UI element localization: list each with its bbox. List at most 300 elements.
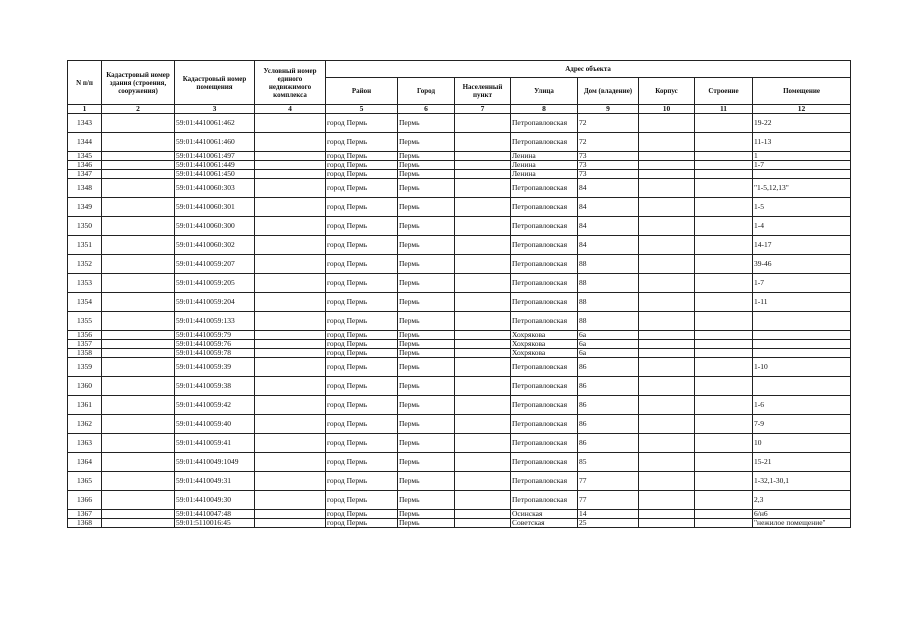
cell-korpus [639, 274, 695, 293]
cell-cadastral-room: 59:01:4410059:204 [175, 293, 255, 312]
cell-locality [455, 133, 511, 152]
cell-street: Петропавловская [511, 491, 578, 510]
col-number: 11 [695, 105, 753, 114]
cell-cadastral-room: 59:01:4410059:38 [175, 377, 255, 396]
cell-conditional-number [255, 415, 326, 434]
cell-row-number: 1352 [68, 255, 102, 274]
cell-house: 88 [578, 274, 639, 293]
cell-house: 6а [578, 331, 639, 340]
cell-building [695, 217, 753, 236]
cell-locality [455, 293, 511, 312]
cell-street: Осинская [511, 510, 578, 519]
cell-house: 88 [578, 255, 639, 274]
cell-cadastral-room: 59:01:4410059:40 [175, 415, 255, 434]
cell-house: 86 [578, 434, 639, 453]
cell-building [695, 415, 753, 434]
cell-room: "нежилое помещение" [753, 519, 851, 528]
cell-room: 11-13 [753, 133, 851, 152]
cell-row-number: 1362 [68, 415, 102, 434]
cell-city: Пермь [398, 358, 455, 377]
cell-room: 1 [753, 152, 851, 161]
cell-cadastral-room: 59:01:4410059:76 [175, 340, 255, 349]
cell-building [695, 133, 753, 152]
cell-korpus [639, 349, 695, 358]
cell-district: город Пермь [326, 349, 398, 358]
cell-room [753, 340, 851, 349]
cell-cadastral-room: 59:01:4410061:449 [175, 161, 255, 170]
cell-cadastral-building [102, 293, 175, 312]
cell-street: Петропавловская [511, 114, 578, 133]
table-row [68, 293, 851, 312]
cell-house: 86 [578, 415, 639, 434]
cell-conditional-number [255, 453, 326, 472]
cell-conditional-number [255, 114, 326, 133]
cell-cadastral-room: 59:01:4410059:42 [175, 396, 255, 415]
cell-room [753, 170, 851, 179]
cell-house: 88 [578, 312, 639, 331]
col-number: 5 [326, 105, 398, 114]
cell-conditional-number [255, 217, 326, 236]
table-row [68, 472, 851, 491]
cell-locality [455, 161, 511, 170]
cell-district: город Пермь [326, 312, 398, 331]
cell-conditional-number [255, 170, 326, 179]
cell-building [695, 519, 753, 528]
cell-street: Хохрякова [511, 340, 578, 349]
cell-korpus [639, 161, 695, 170]
cell-locality [455, 236, 511, 255]
cell-district: город Пермь [326, 434, 398, 453]
cell-cadastral-room: 59:01:5110016:45 [175, 519, 255, 528]
cell-korpus [639, 340, 695, 349]
table-row [68, 255, 851, 274]
cell-city: Пермь [398, 179, 455, 198]
cell-district: город Пермь [326, 377, 398, 396]
cell-room [753, 377, 851, 396]
cell-conditional-number [255, 236, 326, 255]
cell-district: город Пермь [326, 331, 398, 340]
cell-conditional-number [255, 349, 326, 358]
cell-cadastral-building [102, 340, 175, 349]
cell-locality [455, 179, 511, 198]
cell-street: Петропавловская [511, 434, 578, 453]
cell-building [695, 358, 753, 377]
cell-row-number: 1356 [68, 331, 102, 340]
cell-cadastral-building [102, 396, 175, 415]
table-row [68, 152, 851, 161]
cell-house: 77 [578, 491, 639, 510]
cell-row-number: 1350 [68, 217, 102, 236]
cell-row-number: 1353 [68, 274, 102, 293]
cell-conditional-number [255, 331, 326, 340]
cell-cadastral-building [102, 519, 175, 528]
cell-building [695, 255, 753, 274]
cell-district: город Пермь [326, 396, 398, 415]
cell-building [695, 198, 753, 217]
cell-building [695, 114, 753, 133]
cell-row-number: 1346 [68, 161, 102, 170]
cell-room: 2,3 [753, 491, 851, 510]
cell-cadastral-room: 59:01:4410060:303 [175, 179, 255, 198]
cell-district: город Пермь [326, 453, 398, 472]
cell-house: 73 [578, 170, 639, 179]
cell-locality [455, 472, 511, 491]
cell-korpus [639, 152, 695, 161]
header-cadastral-room: Кадастровый номер помещения [175, 61, 255, 105]
cell-district: город Пермь [326, 358, 398, 377]
cell-locality [455, 217, 511, 236]
cell-building [695, 236, 753, 255]
cell-building [695, 312, 753, 331]
cell-house: 6а [578, 340, 639, 349]
cell-row-number: 1360 [68, 377, 102, 396]
cell-conditional-number [255, 161, 326, 170]
cell-building [695, 510, 753, 519]
cell-conditional-number [255, 133, 326, 152]
cell-city: Пермь [398, 415, 455, 434]
cell-locality [455, 340, 511, 349]
cell-building [695, 377, 753, 396]
cell-house: 73 [578, 152, 639, 161]
cell-house: 85 [578, 453, 639, 472]
header-room: Помещение [753, 78, 851, 105]
cell-cadastral-building [102, 133, 175, 152]
cell-row-number: 1361 [68, 396, 102, 415]
cell-city: Пермь [398, 170, 455, 179]
table-row [68, 312, 851, 331]
cell-house: 84 [578, 198, 639, 217]
cell-korpus [639, 396, 695, 415]
cell-row-number: 1364 [68, 453, 102, 472]
cell-locality [455, 453, 511, 472]
col-number: 2 [102, 105, 175, 114]
cell-row-number: 1363 [68, 434, 102, 453]
cell-room: 15-21 [753, 453, 851, 472]
cell-locality [455, 377, 511, 396]
cell-street: Петропавловская [511, 312, 578, 331]
cell-row-number: 1344 [68, 133, 102, 152]
cell-row-number: 1357 [68, 340, 102, 349]
col-number: 10 [639, 105, 695, 114]
cell-conditional-number [255, 198, 326, 217]
cell-conditional-number [255, 472, 326, 491]
cell-city: Пермь [398, 312, 455, 331]
table-row [68, 170, 851, 179]
table-row [68, 133, 851, 152]
cell-district: город Пермь [326, 114, 398, 133]
cell-conditional-number [255, 491, 326, 510]
cell-cadastral-building [102, 453, 175, 472]
cell-city: Пермь [398, 519, 455, 528]
cell-locality [455, 170, 511, 179]
cell-house: 84 [578, 217, 639, 236]
header-locality: Населенный пункт [455, 78, 511, 105]
cell-korpus [639, 491, 695, 510]
cell-house: 88 [578, 293, 639, 312]
cell-city: Пермь [398, 396, 455, 415]
cell-room: 39-46 [753, 255, 851, 274]
cell-cadastral-building [102, 349, 175, 358]
cell-district: город Пермь [326, 472, 398, 491]
cell-street: Советская [511, 519, 578, 528]
cell-locality [455, 312, 511, 331]
cell-korpus [639, 415, 695, 434]
cell-row-number: 1355 [68, 312, 102, 331]
cell-room: 19-22 [753, 114, 851, 133]
cell-cadastral-room: 59:01:4410059:205 [175, 274, 255, 293]
cell-building [695, 179, 753, 198]
cell-city: Пермь [398, 274, 455, 293]
cell-cadastral-room: 59:01:4410059:133 [175, 312, 255, 331]
cell-korpus [639, 519, 695, 528]
header-cadastral-building: Кадастровый номер здания (строения, сооружения) [102, 61, 175, 105]
cell-cadastral-building [102, 161, 175, 170]
cell-cadastral-room: 59:01:4410061:460 [175, 133, 255, 152]
cell-row-number: 1368 [68, 519, 102, 528]
cell-korpus [639, 358, 695, 377]
cell-district: город Пермь [326, 236, 398, 255]
cell-korpus [639, 472, 695, 491]
cell-locality [455, 349, 511, 358]
cell-street: Петропавловская [511, 453, 578, 472]
cell-korpus [639, 179, 695, 198]
cell-house: 72 [578, 133, 639, 152]
cell-locality [455, 331, 511, 340]
cell-conditional-number [255, 255, 326, 274]
header-house: Дом (владение) [578, 78, 639, 105]
cell-locality [455, 415, 511, 434]
cell-room [753, 331, 851, 340]
cell-district: город Пермь [326, 198, 398, 217]
table-row [68, 434, 851, 453]
cell-cadastral-building [102, 312, 175, 331]
cell-korpus [639, 217, 695, 236]
cell-city: Пермь [398, 198, 455, 217]
cell-city: Пермь [398, 161, 455, 170]
cell-korpus [639, 255, 695, 274]
table-row [68, 377, 851, 396]
cell-house: 73 [578, 161, 639, 170]
cell-district: город Пермь [326, 415, 398, 434]
cell-district: город Пермь [326, 510, 398, 519]
cell-conditional-number [255, 274, 326, 293]
cell-row-number: 1351 [68, 236, 102, 255]
header-n: N п/п [68, 61, 102, 105]
col-number: 4 [255, 105, 326, 114]
cell-locality [455, 396, 511, 415]
cell-conditional-number [255, 358, 326, 377]
cell-korpus [639, 312, 695, 331]
cell-locality [455, 519, 511, 528]
cell-conditional-number [255, 519, 326, 528]
cell-cadastral-room: 59:01:4410049:30 [175, 491, 255, 510]
cell-conditional-number [255, 377, 326, 396]
cell-conditional-number [255, 396, 326, 415]
header-street: Улица [511, 78, 578, 105]
cell-cadastral-building [102, 255, 175, 274]
cell-row-number: 1347 [68, 170, 102, 179]
cell-conditional-number [255, 293, 326, 312]
cell-city: Пермь [398, 491, 455, 510]
cell-room [753, 349, 851, 358]
table-row [68, 236, 851, 255]
cell-korpus [639, 133, 695, 152]
table-row [68, 349, 851, 358]
cell-conditional-number [255, 510, 326, 519]
col-number: 9 [578, 105, 639, 114]
cell-cadastral-room: 59:01:4410060:300 [175, 217, 255, 236]
cell-house: 72 [578, 114, 639, 133]
cell-building [695, 349, 753, 358]
cell-locality [455, 510, 511, 519]
cell-city: Пермь [398, 349, 455, 358]
cell-row-number: 1349 [68, 198, 102, 217]
cell-locality [455, 274, 511, 293]
cell-korpus [639, 114, 695, 133]
cell-city: Пермь [398, 114, 455, 133]
cell-row-number: 1345 [68, 152, 102, 161]
cell-room: 6/н6 [753, 510, 851, 519]
cell-korpus [639, 293, 695, 312]
cell-room: 10 [753, 434, 851, 453]
cell-district: город Пермь [326, 519, 398, 528]
cell-district: город Пермь [326, 179, 398, 198]
cell-district: город Пермь [326, 133, 398, 152]
table-row [68, 415, 851, 434]
cell-cadastral-building [102, 217, 175, 236]
cell-row-number: 1366 [68, 491, 102, 510]
cell-city: Пермь [398, 236, 455, 255]
header-district: Район [326, 78, 398, 105]
cell-row-number: 1358 [68, 349, 102, 358]
cell-street: Петропавловская [511, 217, 578, 236]
cell-street: Петропавловская [511, 396, 578, 415]
cell-row-number: 1343 [68, 114, 102, 133]
cell-district: город Пермь [326, 491, 398, 510]
col-number: 7 [455, 105, 511, 114]
cell-building [695, 434, 753, 453]
cell-korpus [639, 453, 695, 472]
cell-room: 1-5 [753, 198, 851, 217]
cell-district: город Пермь [326, 152, 398, 161]
cell-cadastral-room: 59:01:4410061:497 [175, 152, 255, 161]
cell-house: 86 [578, 377, 639, 396]
cell-locality [455, 434, 511, 453]
cell-street: Петропавловская [511, 472, 578, 491]
cell-cadastral-building [102, 434, 175, 453]
cell-building [695, 491, 753, 510]
cell-street: Петропавловская [511, 358, 578, 377]
cell-cadastral-building [102, 491, 175, 510]
cell-row-number: 1365 [68, 472, 102, 491]
cell-city: Пермь [398, 217, 455, 236]
cell-district: город Пермь [326, 170, 398, 179]
cell-street: Петропавловская [511, 133, 578, 152]
cell-street: Петропавловская [511, 274, 578, 293]
cell-row-number: 1367 [68, 510, 102, 519]
table-row [68, 491, 851, 510]
cell-cadastral-building [102, 170, 175, 179]
col-number: 1 [68, 105, 102, 114]
table-row [68, 358, 851, 377]
registry-table [67, 60, 851, 528]
cell-street: Хохрякова [511, 331, 578, 340]
cell-cadastral-building [102, 179, 175, 198]
col-number: 12 [753, 105, 851, 114]
cell-city: Пермь [398, 434, 455, 453]
col-number: 6 [398, 105, 455, 114]
cell-room: 1-7 [753, 274, 851, 293]
table-row [68, 519, 851, 528]
col-number: 3 [175, 105, 255, 114]
cell-locality [455, 491, 511, 510]
header-city: Город [398, 78, 455, 105]
cell-street: Петропавловская [511, 377, 578, 396]
cell-conditional-number [255, 152, 326, 161]
cell-street: Петропавловская [511, 255, 578, 274]
cell-building [695, 170, 753, 179]
header-building: Строение [695, 78, 753, 105]
cell-locality [455, 198, 511, 217]
cell-room: 1-7 [753, 161, 851, 170]
cell-cadastral-building [102, 274, 175, 293]
cell-cadastral-room: 59:01:4410060:302 [175, 236, 255, 255]
col-number: 8 [511, 105, 578, 114]
cell-street: Хохрякова [511, 349, 578, 358]
cell-city: Пермь [398, 510, 455, 519]
cell-building [695, 472, 753, 491]
cell-row-number: 1354 [68, 293, 102, 312]
cell-korpus [639, 510, 695, 519]
cell-street: Петропавловская [511, 198, 578, 217]
cell-cadastral-room: 59:01:4410059:207 [175, 255, 255, 274]
cell-city: Пермь [398, 453, 455, 472]
cell-cadastral-building [102, 331, 175, 340]
cell-district: город Пермь [326, 217, 398, 236]
cell-korpus [639, 236, 695, 255]
cell-building [695, 152, 753, 161]
cell-room: "1-5,12,13" [753, 179, 851, 198]
cell-district: город Пермь [326, 293, 398, 312]
cell-house: 84 [578, 236, 639, 255]
cell-street: Ленина [511, 161, 578, 170]
cell-cadastral-room: 59:01:4410049:1049 [175, 453, 255, 472]
cell-room: 14-17 [753, 236, 851, 255]
cell-korpus [639, 198, 695, 217]
cell-street: Петропавловская [511, 293, 578, 312]
table-row [68, 161, 851, 170]
cell-house: 77 [578, 472, 639, 491]
cell-locality [455, 358, 511, 377]
cell-city: Пермь [398, 472, 455, 491]
cell-room [753, 312, 851, 331]
cell-house: 6а [578, 349, 639, 358]
table-row [68, 217, 851, 236]
cell-korpus [639, 170, 695, 179]
table-row [68, 179, 851, 198]
cell-cadastral-building [102, 358, 175, 377]
table-row [68, 396, 851, 415]
cell-city: Пермь [398, 331, 455, 340]
cell-district: город Пермь [326, 255, 398, 274]
table-row [68, 340, 851, 349]
cell-row-number: 1348 [68, 179, 102, 198]
cell-city: Пермь [398, 377, 455, 396]
table-row [68, 510, 851, 519]
cell-district: город Пермь [326, 340, 398, 349]
cell-room: 1-10 [753, 358, 851, 377]
cell-building [695, 161, 753, 170]
